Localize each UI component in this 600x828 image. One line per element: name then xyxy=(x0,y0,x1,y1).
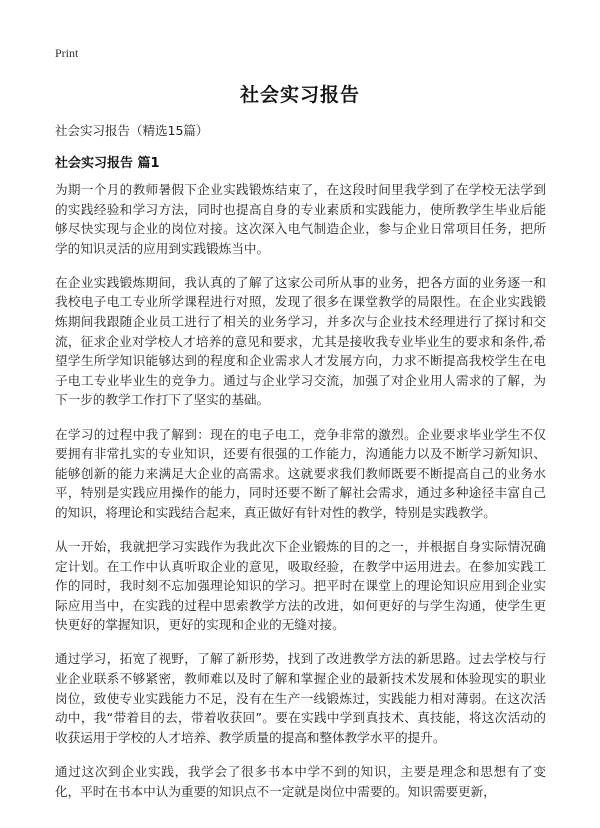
section-heading: 社会实习报告 篇1 xyxy=(55,156,160,171)
paragraph-2: 在企业实践锻炼期间，我认真的了解了这家公司所从事的业务，把各方面的业务逐一和我校电子电工专业所学课程进行对照，发现了很多在课堂教学的局限性。在企业实践锻炼期间我跟随企业员工进行了相关的业务学习，并多次与企业技术经理进行了探讨和交流，征求企业对学校人才培养的意见和要求，尤其是接收我专业毕业生的要求和条件,希望学生所学知识能够达到的程度和企业需求人才发展方向，力求不断提高我校学生在电子电工专业毕业生的竞争力。通过与企业学习交流，加强了对企业用人需求的了解，为下一步的教学工作打下了坚实的基础。 xyxy=(55,274,546,408)
paragraph-6: 通过这次到企业实践，我学会了很多书本中学不到的知识，主要是理念和思想有了变化，平时在书本中认为重要的知识点不一定就是岗位中需要的。知识需要更新， xyxy=(55,763,546,799)
paragraph-1: 为期一个月的教师暑假下企业实践锻炼结束了，在这段时间里我学到了在学校无法学到的实践经验和学习方法，同时也提高自身的专业素质和实践能力，使所教学生毕业后能够尽快实现与企业的岗位对接。这次深入电气制造企业，参与企业日常项目任务，把所学的知识灵活的应用到实践锻炼当中。 xyxy=(55,182,546,256)
page-title: 社会实习报告 xyxy=(239,84,360,106)
document-subtitle: 社会实习报告（精选15篇） xyxy=(55,123,209,138)
paragraph-4: 从一开始，我就把学习实践作为我此次下企业锻炼的目的之一，并根据自身实际情况确定计划。在工作中认真听取企业的意见，吸取经验，在教学中运用进去。在参加实践工作的同时，我时刻不忘加强理论知识的学习。把平时在课堂上的理论知识应用到企业实际应用当中，在实践的过程中思索教学方法的改进，如何更好的与学生沟通，使学生更快更好的掌握知识，更好的实现和企业的无缝对接。 xyxy=(55,539,546,633)
print-link[interactable]: Print xyxy=(55,46,79,60)
paragraph-5: 通过学习，拓宽了视野，了解了新形势，找到了改进教学方法的新思路。过去学校与行业企业联系不够紧密，教师难以及时了解和掌握企业的最新技术发展和体验现实的职业岗位，致使专业实践能力不足，没有在生产一线锻炼过，实践能力相对薄弱。在这次活动中，我“带着目的去，带着收获回”。要在实践中学到真技术、真技能，将这次活动的收获运用于学校的人才培养、教学质量的提高和整体教学水平的提升。 xyxy=(55,651,546,745)
article-body xyxy=(55,180,546,816)
paragraph-3: 在学习的过程中我了解到：现在的电子电工，竞争非常的激烈。企业要求毕业学生不仅要拥有非常扎实的专业知识，还要有很强的工作能力，沟通能力以及不断学习新知识、能够创新的能力来满足大企业的高需求。这就要求我们教师既要不断提高自己的业务水平，特别是实践应用操作的能力，同时还要不断了解社会需求，通过多种途径丰富自己的知识，将理论和实践结合起来，真正做好有针对性的教学，特别是实践教学。 xyxy=(55,426,546,520)
